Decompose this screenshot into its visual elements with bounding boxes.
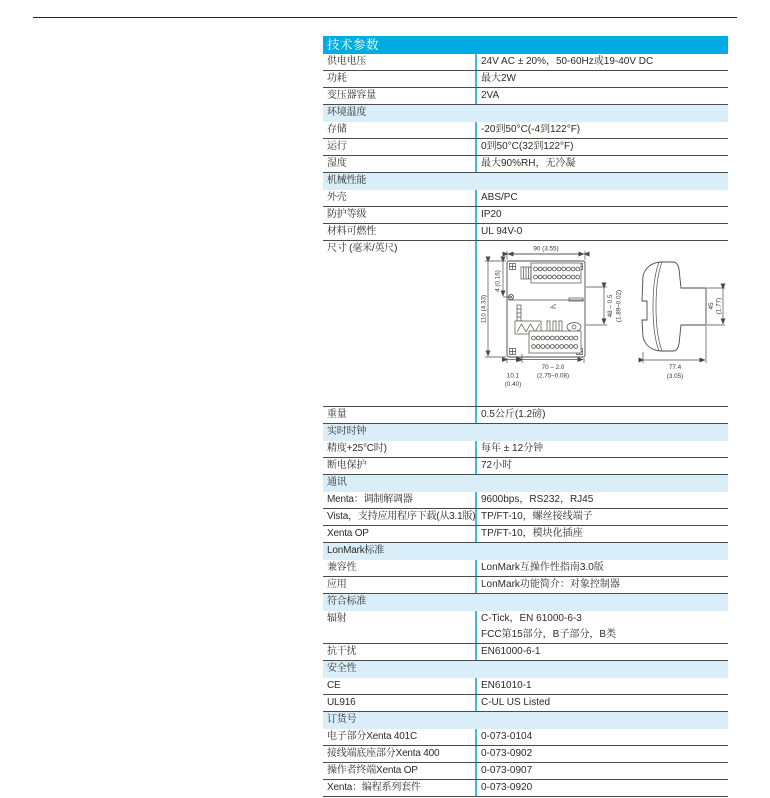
spec-label: 辐射 [327,613,347,624]
dim-front-bottom-width: 70 – 2.0 [541,364,565,371]
spec-value [475,560,728,576]
spec-value [475,644,728,660]
spec-row [323,509,728,526]
spec-label: 接线端底座部分Xenta 400 [327,748,440,759]
spec-row [323,763,728,780]
spec-table [323,36,728,797]
section-row [323,712,728,729]
spec-value [475,139,728,155]
spec-value-text: EN61000-6-1 [481,646,541,657]
spec-row [323,458,728,475]
spec-label: 材料可燃性 [327,226,376,237]
page-top-rule [33,17,737,18]
spec-value-text: 最大90%RH，无冷凝 [481,158,576,169]
spec-value-text: EN61010-1 [481,680,532,691]
dim-front-din-height-inch: (1.89–0.02) [615,289,623,323]
spec-value-text: 最大2W [481,73,516,84]
spec-value [475,122,728,138]
section-title: 环境温度 [327,107,367,118]
spec-row [323,407,728,424]
spec-row [323,526,728,543]
spec-label: 供电电压 [327,56,367,67]
spec-value [475,526,728,542]
spec-value [475,458,728,474]
spec-value-text: 0-073-0907 [481,765,533,776]
dim-side-height-inch: (1.77) [715,297,723,315]
spec-value [475,71,728,87]
dimension-diagram [477,243,727,400]
spec-label: 电子部分Xenta 401C [327,731,418,742]
spec-value [475,611,728,643]
dim-front-left-offset-inch: (0.40) [504,381,522,388]
spec-row [323,644,728,661]
spec-row [323,54,728,71]
spec-value [475,780,728,796]
section-row [323,105,728,122]
spec-label: 尺寸 (毫米/英尺) [327,243,398,254]
spec-label: Menta：调制解调器 [327,494,413,505]
section-row [323,475,728,492]
spec-row [323,71,728,88]
spec-label: 应用 [327,579,347,590]
spec-value [475,695,728,711]
section-row [323,594,728,611]
spec-value-text: LonMark功能简介：对象控制器 [481,579,620,590]
section-title: 符合标准 [327,596,367,607]
spec-value [475,441,728,457]
spec-value-text: LonMark互操作性指南3.0版 [481,562,604,573]
spec-value [475,678,728,694]
spec-label: CE [327,680,341,691]
spec-row [323,492,728,509]
spec-value-text: 9600bps，RS232，RJ45 [481,494,594,505]
spec-row [323,577,728,594]
spec-label: 断电保护 [327,460,367,471]
spec-value-text: 0-073-0920 [481,782,533,793]
spec-value [475,190,728,206]
spec-label: 外壳 [327,192,347,203]
spec-diagram-cell [475,241,728,406]
spec-label: 湿度 [327,158,347,169]
spec-row [323,729,728,746]
dim-side-height: 45 [708,302,715,310]
spec-label: Xenta：编程系列套件 [327,782,421,793]
spec-value [475,577,728,593]
dim-front-width: 90 (3.55) [533,245,559,253]
spec-row [323,207,728,224]
spec-value [475,54,728,70]
spec-value [475,207,728,223]
spec-value-text: TP/FT-10，螺丝接线端子 [481,511,593,522]
spec-value-text: -20到50°C(-4到122°F) [481,124,581,135]
spec-row [323,611,728,644]
spec-value-text: FCC第15部分，B子部分，B类 [481,629,617,640]
spec-value [475,407,728,423]
spec-value-text: 72小时 [481,460,513,471]
section-title: 机械性能 [327,175,367,186]
spec-value [475,88,728,104]
spec-label: 重量 [327,409,347,420]
side-view [642,262,706,351]
spec-row [323,139,728,156]
spec-label: 兼容性 [327,562,357,573]
spec-row [323,224,728,241]
spec-value [475,746,728,762]
spec-label: 防护等级 [327,209,367,220]
spec-value-text: IP20 [481,209,502,220]
section-title: 安全性 [327,663,357,674]
spec-row [323,780,728,797]
spec-value-text: 24V AC ± 20%，50-60Hz或19-40V DC [481,56,654,67]
spec-value [475,763,728,779]
dim-front-top-offset: 4 (0.16) [494,270,502,292]
spec-value-text: 每年 ± 12分钟 [481,443,544,454]
spec-value-text: 2VA [481,90,500,101]
spec-row [323,560,728,577]
spec-value-text: C-Tick，EN 61000-6-3 [481,613,582,624]
spec-value-text: 0.5公斤(1.2磅) [481,409,546,420]
dim-front-bottom-width-inch: (2.75–0.08) [536,372,570,380]
spec-value [475,224,728,240]
spec-rows [323,54,728,797]
spec-value-text: UL 94V-0 [481,226,523,237]
table-header [323,36,728,54]
spec-label: Vista，支持应用程序下载(从3.1版) [327,511,476,522]
spec-value-text: 0到50°C(32到122°F) [481,141,574,152]
spec-value-text: 0-073-0104 [481,731,533,742]
front-view [507,261,585,357]
spec-row [323,441,728,458]
table-title: 技术参数 [327,38,380,52]
spec-row [323,190,728,207]
spec-value-text: 0-073-0902 [481,748,533,759]
spec-label: 运行 [327,141,347,152]
spec-label: 变压器容量 [327,90,376,101]
spec-label: 抗干扰 [327,646,357,657]
section-title: 订货号 [327,714,357,725]
section-row [323,424,728,441]
spec-label: 操作者终端Xenta OP [327,765,418,776]
spec-row [323,746,728,763]
spec-row [323,122,728,139]
section-row [323,543,728,560]
spec-row [323,241,728,407]
spec-value [475,729,728,745]
spec-value-text: C-UL US Listed [481,697,551,708]
section-title: LonMark标准 [327,545,385,556]
spec-value-text: TP/FT-10，模块化插座 [481,528,583,539]
dim-front-left-offset: 10.1 [506,372,520,380]
dim-front-din-height: 48 – 0.5 [607,294,614,318]
dim-side-depth-inch: (3.05) [666,373,684,380]
section-row [323,173,728,190]
section-title: 通讯 [327,477,347,488]
spec-row [323,695,728,712]
spec-row [323,156,728,173]
spec-label: 精度+25°C时) [327,443,387,454]
dim-front-height: 110 (4.33) [480,294,488,324]
spec-label: UL916 [327,697,356,708]
spec-value-text: ABS/PC [481,192,518,203]
section-row [323,661,728,678]
spec-row [323,88,728,105]
section-title: 实时时钟 [327,426,367,437]
spec-value [475,492,728,508]
spec-row [323,678,728,695]
spec-value [475,509,728,525]
spec-value [475,156,728,172]
spec-label: Xenta OP [327,528,369,539]
spec-label: 功耗 [327,73,347,84]
dim-side-depth: 77.4 [668,364,682,371]
spec-label: 存储 [327,124,347,135]
